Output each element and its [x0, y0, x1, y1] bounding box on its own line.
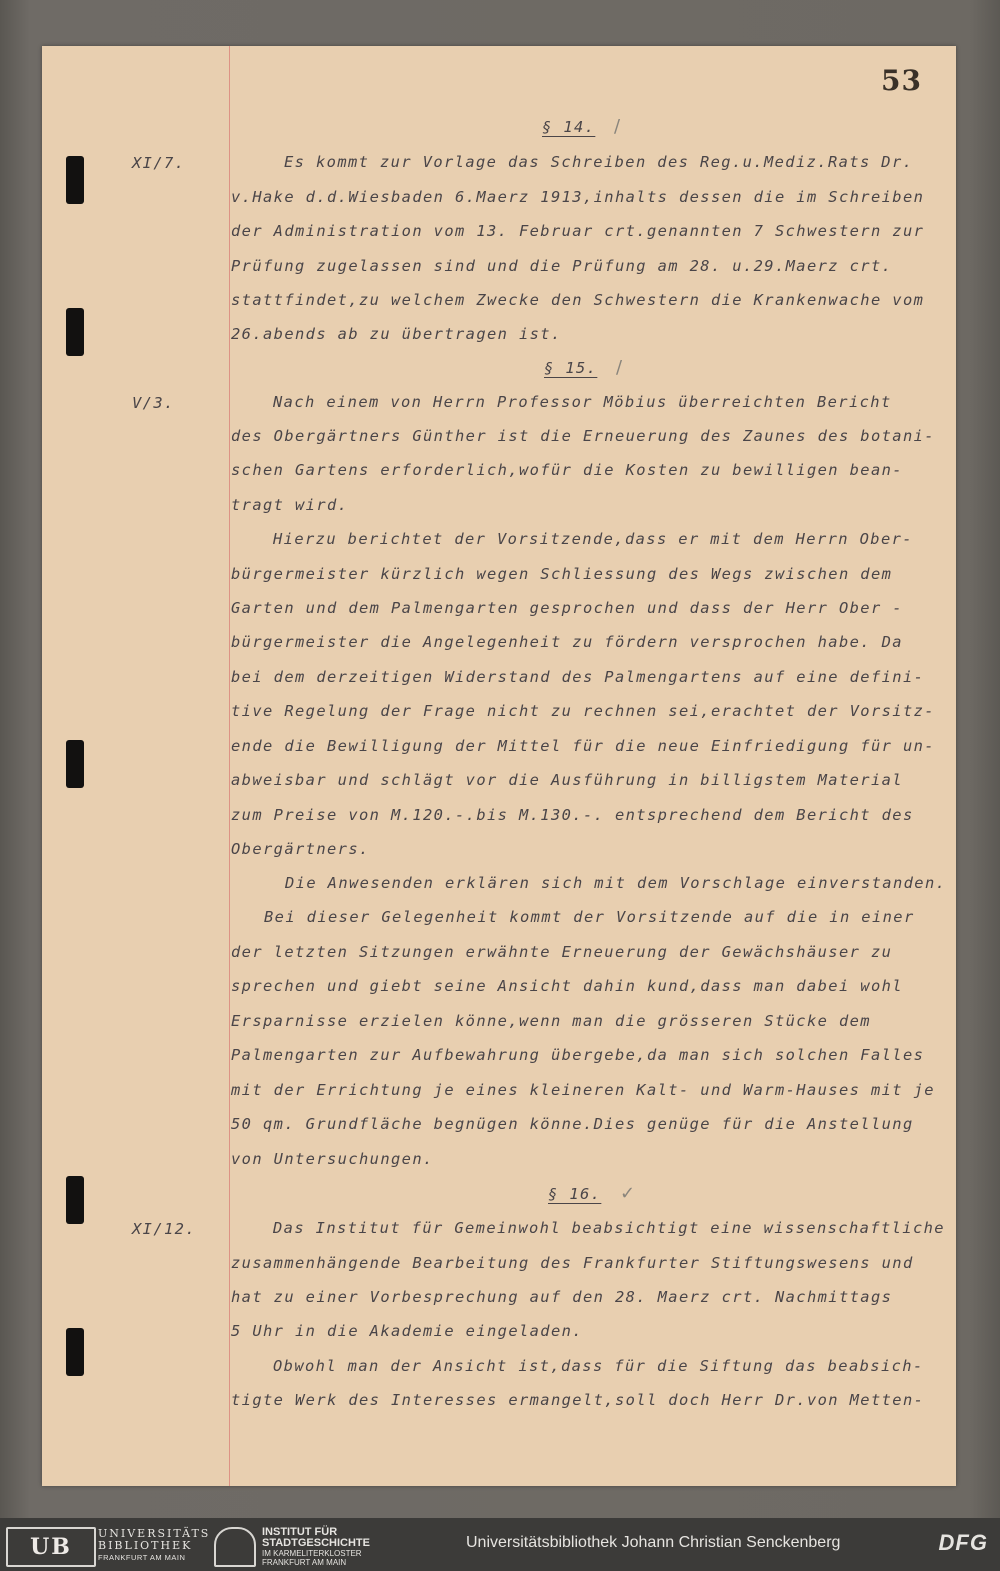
text-line: mit der Errichtung je eines kleineren Kalt- und Warm-Hauses mit je — [231, 1081, 935, 1099]
document-page — [42, 46, 956, 1486]
ub-line-2: BIBLIOTHEK — [98, 1539, 193, 1552]
margin-line — [229, 46, 230, 1486]
text-line: Obergärtners. — [231, 840, 370, 858]
section-heading-16: § 16. — [548, 1185, 602, 1203]
text-line: Das Institut für Gemeinwohl beabsichtigt eine wissenschaftliche — [273, 1219, 945, 1237]
text-line: des Obergärtners Günther ist die Erneuerung des Zaunes des botani- — [231, 427, 935, 445]
dfg-logo: DFG — [938, 1530, 988, 1555]
text-line: Ersparnisse erzielen könne,wenn man die grösseren Stücke dem — [231, 1012, 871, 1030]
punch-hole-5 — [66, 1328, 84, 1376]
text-line: hat zu einer Vorbesprechung auf den 28. Maerz crt. Nachmittags — [231, 1288, 893, 1306]
text-line: Palmengarten zur Aufbewahrung übergebe,da man sich solchen Falles — [231, 1046, 925, 1064]
isg-line-4: FRANKFURT AM MAIN — [262, 1558, 347, 1567]
check-mark-icon: ✓ — [620, 1183, 636, 1204]
ub-line-1: UNIVERSITÄTS — [98, 1527, 211, 1540]
check-mark-icon: / — [616, 357, 623, 378]
text-line: abweisbar und schlägt vor die Ausführung in billigstem Material — [231, 771, 903, 789]
text-line: 5 Uhr in die Akademie eingeladen. — [231, 1322, 583, 1340]
text-line: Garten und dem Palmengarten gesprochen und dass der Herr Ober - — [231, 599, 903, 617]
punch-hole-4 — [66, 1176, 84, 1224]
library-name: Universitätsbibliothek Johann Christian Senckenberg — [466, 1534, 841, 1551]
text-line: sprechen und giebt seine Ansicht dahin kund,dass man dabei wohl — [231, 977, 903, 995]
text-line: Die Anwesenden erklären sich mit dem Vorschlage einverstanden. — [285, 874, 947, 892]
text-line: zusammenhängende Bearbeitung des Frankfurter Stiftungswesens und — [231, 1254, 914, 1272]
text-line: Prüfung zugelassen sind und die Prüfung am 28. u.29.Maerz crt. — [231, 257, 893, 275]
text-line: v.Hake d.d.Wiesbaden 6.Maerz 1913,inhalts dessen die im Schreiben — [231, 188, 925, 206]
section-heading-15: § 15. — [544, 359, 598, 377]
text-line: tive Regelung der Frage nicht zu rechnen sei,erachtet der Vorsitz- — [231, 702, 935, 720]
page-number: 53 — [881, 64, 922, 97]
margin-ref-xi-12: XI/12. — [132, 1220, 196, 1238]
isg-line-1: INSTITUT FÜR — [262, 1526, 338, 1538]
text-line: Hierzu berichtet der Vorsitzende,dass er mit dem Herrn Ober- — [273, 530, 913, 548]
text-line: Nach einem von Herrn Professor Möbius überreichten Bericht — [273, 393, 892, 411]
text-line: ende die Bewilligung der Mittel für die neue Einfriedigung für un- — [231, 737, 935, 755]
isg-logo-icon — [214, 1527, 256, 1567]
text-line: bürgermeister kürzlich wegen Schliessung des Wegs zwischen dem — [231, 565, 893, 583]
margin-ref-v-3: V/3. — [132, 394, 175, 412]
text-line: stattfindet,zu welchem Zwecke den Schwestern die Krankenwache vom — [231, 291, 925, 309]
punch-hole-1 — [66, 156, 84, 204]
ub-line-3: FRANKFURT AM MAIN — [98, 1553, 186, 1562]
ub-logo-text — [98, 1528, 210, 1564]
footer-bar — [0, 1518, 1000, 1571]
margin-ref-xi-7: XI/7. — [132, 154, 186, 172]
text-line: Es kommt zur Vorlage das Schreiben des Reg.u.Mediz.Rats Dr. — [284, 153, 914, 171]
check-mark-icon: / — [614, 116, 621, 137]
ub-logo: UB — [6, 1527, 96, 1567]
text-line: von Untersuchungen. — [231, 1150, 434, 1168]
text-line: Obwohl man der Ansicht ist,dass für die Siftung das beabsich- — [273, 1357, 924, 1375]
text-line: 26.abends ab zu übertragen ist. — [231, 325, 562, 343]
isg-line-2: STADTGESCHICHTE — [262, 1537, 370, 1549]
isg-logo-text — [262, 1527, 370, 1567]
text-line: tragt wird. — [231, 496, 349, 514]
section-heading-14: § 14. — [542, 118, 596, 136]
text-line: bürgermeister die Angelegenheit zu fördern versprochen habe. Da — [231, 633, 903, 651]
text-line: der letzten Sitzungen erwähnte Erneuerung der Gewächshäuser zu — [231, 943, 893, 961]
punch-hole-3 — [66, 740, 84, 788]
text-line: 50 qm. Grundfläche begnügen könne.Dies genüge für die Anstellung — [231, 1115, 914, 1133]
text-line: Bei dieser Gelegenheit kommt der Vorsitzende auf die in einer — [264, 908, 915, 926]
isg-line-3: IM KARMELITERKLOSTER — [262, 1549, 362, 1558]
text-line: zum Preise von M.120.-.bis M.130.-. entsprechend dem Bericht des — [231, 806, 914, 824]
text-line: der Administration vom 13. Februar crt.genannten 7 Schwestern zur — [231, 222, 925, 240]
text-line: tigte Werk des Interesses ermangelt,soll doch Herr Dr.von Metten- — [231, 1391, 925, 1409]
text-line: bei dem derzeitigen Widerstand des Palmengartens auf eine defini- — [231, 668, 925, 686]
punch-hole-2 — [66, 308, 84, 356]
text-line: schen Gartens erforderlich,wofür die Kosten zu bewilligen bean- — [231, 461, 903, 479]
